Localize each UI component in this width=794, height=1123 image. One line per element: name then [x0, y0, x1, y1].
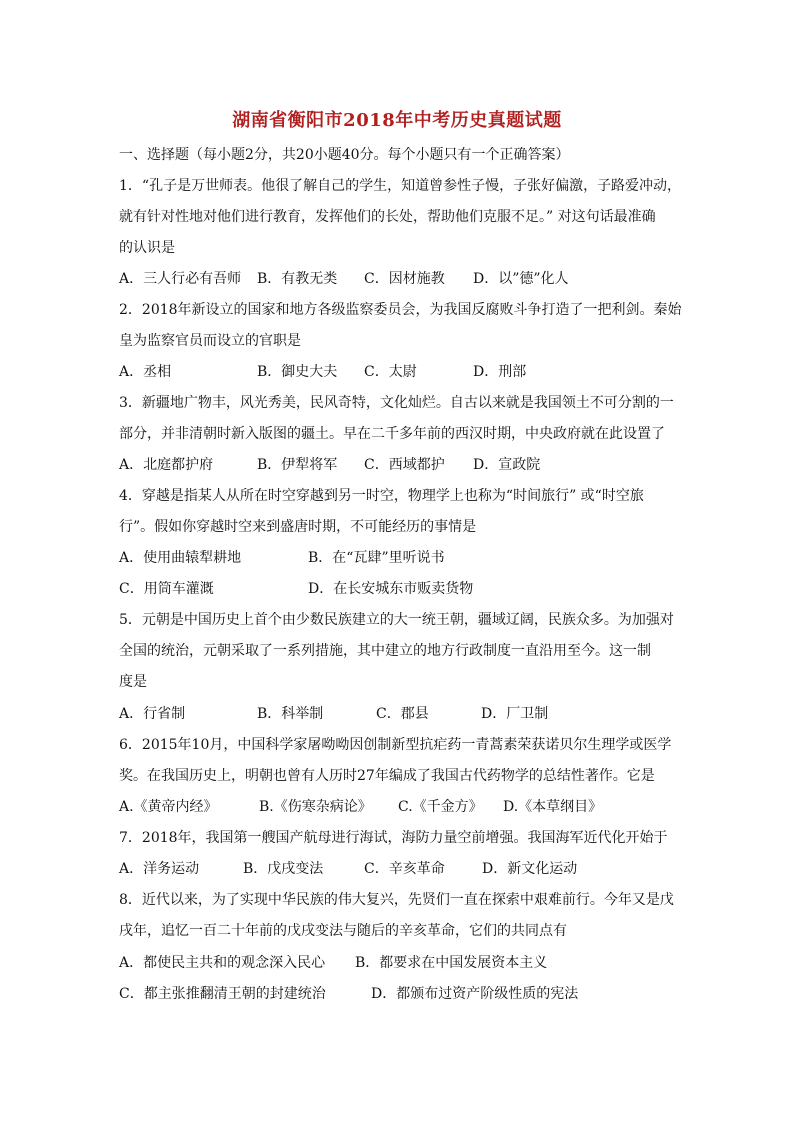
question-7-option-c: C．辛亥革命: [364, 861, 445, 877]
question-5-line-3: 度是: [119, 674, 147, 690]
question-1-option-c: C．因材施教: [364, 271, 445, 287]
section-heading: 一、选择题（每小题2分，共20小题40分。每个小题只有一个正确答案）: [119, 147, 570, 163]
question-5-line-1: 5．元朝是中国历史上首个由少数民族建立的大一统王朝，疆域辽阔，民族众多。为加强对: [119, 612, 674, 628]
question-4-line-1: 4．穿越是指某人从所在时空穿越到另一时空，物理学上也称为“时间旅行” 或“时空旅: [119, 488, 644, 504]
question-5-option-a: A．行省制: [119, 706, 186, 722]
question-7-option-d: D．新文化运动: [482, 861, 578, 877]
question-4-option-b: B．在“瓦肆”里听说书: [308, 550, 445, 566]
question-5-option-d: D．厂卫制: [481, 706, 549, 722]
question-2-option-c: C．太尉: [364, 364, 417, 380]
question-1-option-a: A．三人行必有吾师: [119, 271, 242, 287]
question-8-line-1: 8．近代以来，为了实现中华民族的伟大复兴，先贤们一直在探索中艰难前行。今年又是戊: [119, 892, 674, 908]
question-3-line-2: 部分，并非清朝时新入版图的疆土。早在二千多年前的西汉时期，中央政府就在此设置了: [119, 426, 665, 442]
question-6-line-1: 6．2015年10月，中国科学家屠呦呦因创制新型抗疟药一青蒿素荣获诺贝尔生理学或医学: [119, 737, 672, 753]
question-1-option-b: B．有教无类: [257, 271, 338, 287]
question-5-line-2: 全国的统治，元朝采取了一系列措施，其中建立的地方行政制度一直沿用至今。这一制: [119, 643, 651, 659]
question-8-option-a: A．都使民主共和的观念深入民心: [119, 955, 326, 971]
question-5-option-c: C．郡县: [376, 706, 429, 722]
page-title: 湖南省衡阳市2018年中考历史真题试题: [232, 110, 562, 131]
question-2-line-1: 2．2018年新设立的国家和地方各级监察委员会，为我国反腐败斗争打造了一把利剑。秦始: [119, 302, 682, 318]
question-6-line-2: 奖。在我国历史上，明朝也曾有人历时27年编成了我国古代药物学的总结性著作。它是: [119, 768, 655, 784]
question-8-line-2: 戌年，追忆一百二十年前的戊戌变法与随后的辛亥革命，它们的共同点有: [119, 923, 567, 939]
question-4-option-c: C．用筒车灌溉: [119, 581, 214, 597]
question-4-option-d: D．在长安城东市贩卖货物: [308, 581, 474, 597]
question-3-line-1: 3．新疆地广物丰，风光秀美，民风奇特，文化灿烂。自古以来就是我国领土不可分割的一: [119, 395, 674, 411]
question-2-line-2: 皇为监察官员而设立的官职是: [119, 333, 301, 349]
question-3-option-c: C．西域都护: [364, 457, 445, 473]
question-2-option-a: A．丞相: [119, 364, 172, 380]
question-6-option-c: C.《千金方》: [398, 799, 483, 815]
question-3-option-d: D．宣政院: [473, 457, 541, 473]
question-1-line-2: 就有针对性地对他们进行教育，发挥他们的长处，帮助他们克服不足。” 对这句话最准确: [119, 209, 656, 225]
question-6-option-d: D.《本草纲目》: [503, 799, 603, 815]
question-8-option-d: D．都颁布过资产阶级性质的宪法: [371, 986, 579, 1002]
question-4-option-a: A．使用曲辕犁耕地: [119, 550, 242, 566]
question-1-option-d: D．以”德”化人: [473, 271, 569, 287]
question-3-option-a: A．北庭都护府: [119, 457, 214, 473]
question-6-option-a: A.《黄帝内经》: [119, 799, 218, 815]
question-7-line-1: 7．2018年，我国第一艘国产航母进行海试，海防力量空前增强。我国海军近代化开始于: [119, 830, 668, 846]
question-6-option-b: B.《伤寒杂病论》: [259, 799, 372, 815]
question-1-line-3: 的认识是: [119, 240, 175, 256]
question-2-option-d: D．刑部: [473, 364, 527, 380]
question-2-option-b: B．御史大夫: [257, 364, 338, 380]
question-7-option-b: B．戊戌变法: [243, 861, 324, 877]
question-1-line-1: 1．“孔子是万世师表。他很了解自己的学生，知道曾参性子慢，子张好偏激，子路爱冲动，: [119, 178, 682, 194]
question-3-option-b: B．伊犁将军: [257, 457, 338, 473]
question-8-option-b: B．都要求在中国发展资本主义: [355, 955, 548, 971]
question-7-option-a: A．洋务运动: [119, 861, 200, 877]
question-5-option-b: B．科举制: [257, 706, 324, 722]
question-8-option-c: C．都主张推翻清王朝的封建统治: [119, 986, 326, 1002]
question-4-line-2: 行”。假如你穿越时空来到盛唐时期，不可能经历的事情是: [119, 519, 477, 535]
